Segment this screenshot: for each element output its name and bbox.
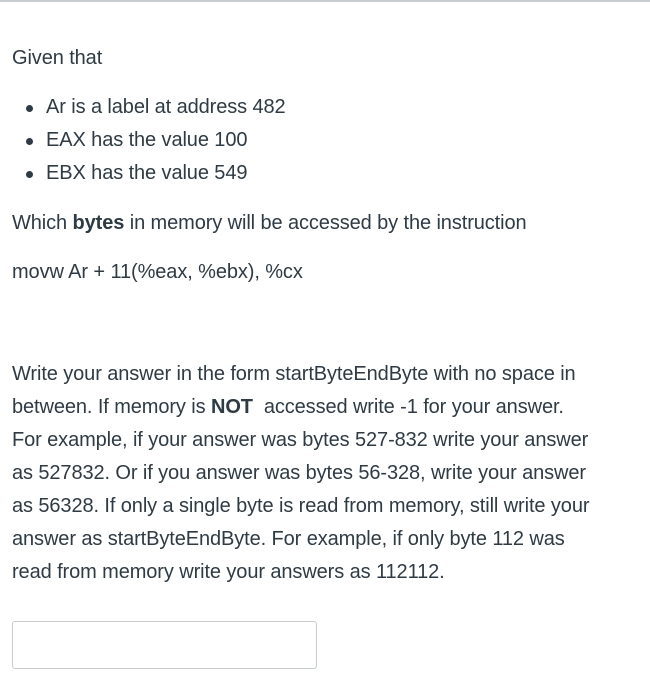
- answer-instructions: [12, 358, 650, 589]
- instruction-bold-word: NOT: [210, 396, 253, 418]
- instruction-line: answer as startByteEndByte. For example, if only byte 112 was: [12, 528, 565, 550]
- prompt-text-end: in memory will be accessed by the instruction: [124, 212, 527, 234]
- instruction-line: Write your answer in the form startByteEndByte with no space in: [12, 363, 576, 385]
- question-intro: Given that: [12, 47, 103, 69]
- instruction-text: between. If memory is: [12, 396, 211, 418]
- assembly-instruction: movw Ar + 11(%eax, %ebx), %cx: [12, 261, 303, 283]
- prompt-bold-word: bytes: [72, 212, 125, 234]
- given-item: [12, 91, 286, 124]
- instruction-text: accessed write -1 for your answer.: [252, 396, 564, 418]
- instruction-line: as 56328. If only a single byte is read from memory, still write your: [12, 495, 590, 517]
- instruction-line: read from memory write your answers as 112112.: [12, 561, 445, 583]
- given-list: [12, 91, 286, 190]
- instruction-line: as 527832. Or if you answer was bytes 56-328, write your answer: [12, 462, 586, 484]
- answer-input[interactable]: [12, 621, 317, 669]
- given-item-text: Ar is a label at address 482: [46, 96, 286, 118]
- given-item-text: EAX has the value 100: [46, 129, 248, 151]
- prompt-text-start: Which: [12, 212, 73, 234]
- bullet-icon: [26, 171, 33, 178]
- instruction-line: [12, 391, 650, 424]
- bullet-icon: [26, 138, 33, 145]
- top-divider: [0, 0, 650, 2]
- given-item: [12, 124, 286, 157]
- bullet-icon: [26, 105, 33, 112]
- given-item: [12, 157, 286, 190]
- given-item-text: EBX has the value 549: [46, 162, 248, 184]
- instruction-line: For example, if your answer was bytes 527-832 write your answer: [12, 429, 589, 451]
- question-prompt: [12, 207, 527, 240]
